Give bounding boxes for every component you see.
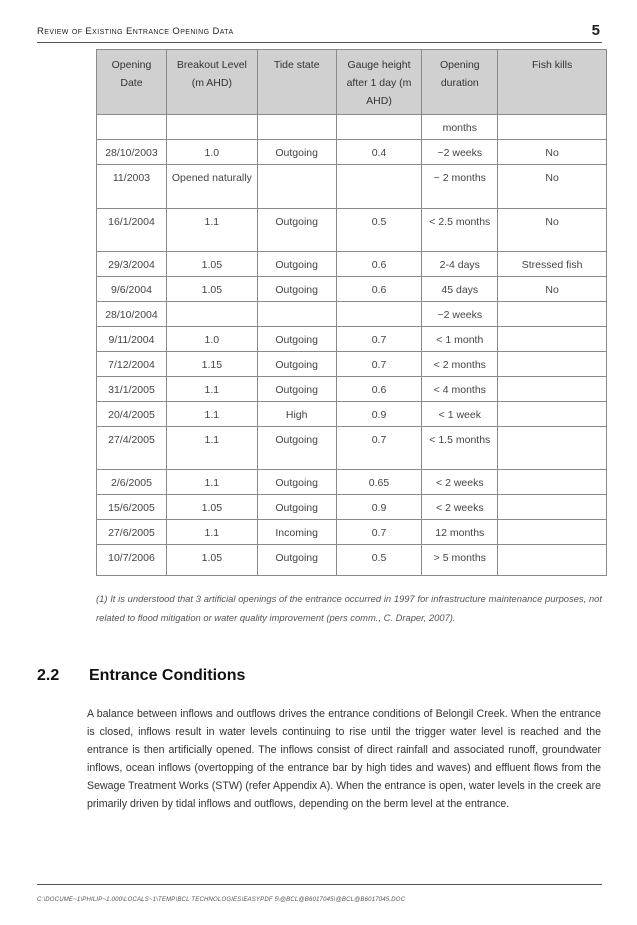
header-title: Review of Existing Entrance Opening Data xyxy=(37,26,234,37)
table-cell: Outgoing xyxy=(257,470,336,495)
table-cell xyxy=(336,115,422,140)
table-cell: 9/6/2004 xyxy=(97,277,167,302)
table-cell: Outgoing xyxy=(257,140,336,165)
table-cell xyxy=(498,402,607,427)
table-cell: 2-4 days xyxy=(422,252,498,277)
table-row xyxy=(97,545,607,576)
table-cell xyxy=(498,302,607,327)
table-cell: 1.05 xyxy=(166,252,257,277)
table-cell: 12 months xyxy=(422,520,498,545)
table-cell: 1.05 xyxy=(166,545,257,576)
table-cell: > 5 months xyxy=(422,545,498,576)
table-cell: 45 days xyxy=(422,277,498,302)
table-cell: 0.5 xyxy=(336,545,422,576)
table-row xyxy=(97,520,607,545)
table-cell: 15/6/2005 xyxy=(97,495,167,520)
table-cell xyxy=(498,470,607,495)
table-cell: No xyxy=(498,209,607,252)
table-cell: 0.7 xyxy=(336,352,422,377)
table-cell: 31/1/2005 xyxy=(97,377,167,402)
table-cell xyxy=(257,115,336,140)
table-cell xyxy=(498,327,607,352)
table-cell: 9/11/2004 xyxy=(97,327,167,352)
footer-divider xyxy=(37,884,602,885)
table-cell: 2/6/2005 xyxy=(97,470,167,495)
table-cell: 0.7 xyxy=(336,427,422,470)
table-row xyxy=(97,209,607,252)
table-row xyxy=(97,140,607,165)
column-header: Fish kills xyxy=(498,50,607,115)
table-cell: 29/3/2004 xyxy=(97,252,167,277)
table-cell: Incoming xyxy=(257,520,336,545)
table-cell: 0.7 xyxy=(336,327,422,352)
table-cell: 1.1 xyxy=(166,377,257,402)
table-cell xyxy=(166,115,257,140)
table-cell: Stressed fish xyxy=(498,252,607,277)
table-cell: Outgoing xyxy=(257,209,336,252)
body-paragraph: A balance between inflows and outflows drives the entrance conditions of Belongil Creek. When the entrance is closed, inflows result in water levels continuing to rise until the trigger water level is reached and the entrance is then artificially opened. The inflows consist of direct rainfall and associated runoff, groundwater inflows, ocean inflows (overtopping of the entrance bar by high tides and waves) and effluent flows from the Sewage Treatment Works (STW) (refer Appendix A). When the entrance is open, water levels in the creek are primarily driven by tidal inflows and outflows, depending on the berm level at the entrance. xyxy=(87,708,601,810)
table-cell: 1.05 xyxy=(166,495,257,520)
table-cell: ~2 weeks xyxy=(422,302,498,327)
table-cell: 27/6/2005 xyxy=(97,520,167,545)
table-cell: 0.9 xyxy=(336,402,422,427)
table-cell xyxy=(498,115,607,140)
table-row xyxy=(97,495,607,520)
table-cell: Outgoing xyxy=(257,277,336,302)
table-cell: Outgoing xyxy=(257,252,336,277)
table-cell xyxy=(498,520,607,545)
table-cell: < 2 weeks xyxy=(422,495,498,520)
table-cell: 0.6 xyxy=(336,252,422,277)
table-cell xyxy=(498,377,607,402)
column-header: Opening duration xyxy=(422,50,498,115)
table-row xyxy=(97,277,607,302)
footer-file-path: C:\DOCUME~1\PHILIP~1.000\LOCALS~1\TEMP\BCL TECHNOLOGIES\EASYPDF 5\@BCL@B6017045\@BCL@B6017045.DOC xyxy=(37,897,406,903)
column-header: Gauge height after 1 day (m AHD) xyxy=(336,50,422,115)
table-row xyxy=(97,327,607,352)
column-header: Breakout Level (m AHD) xyxy=(166,50,257,115)
table-cell: < 2 months xyxy=(422,352,498,377)
table-cell: < 1 month xyxy=(422,327,498,352)
table-cell: 0.5 xyxy=(336,209,422,252)
table-cell: 10/7/2006 xyxy=(97,545,167,576)
table-cell: 0.9 xyxy=(336,495,422,520)
table-cell: 0.4 xyxy=(336,140,422,165)
table-cell: High xyxy=(257,402,336,427)
table-cell xyxy=(498,545,607,576)
table-cell: 0.65 xyxy=(336,470,422,495)
table-cell: 1.1 xyxy=(166,427,257,470)
table-cell: months xyxy=(422,115,498,140)
table-row xyxy=(97,115,607,140)
table-cell: Outgoing xyxy=(257,352,336,377)
entrance-openings-table xyxy=(96,49,607,576)
table-cell xyxy=(498,495,607,520)
table-cell: Outgoing xyxy=(257,495,336,520)
table-row xyxy=(97,252,607,277)
table-cell: Outgoing xyxy=(257,545,336,576)
table-cell: 1.1 xyxy=(166,470,257,495)
table-cell: 28/10/2004 xyxy=(97,302,167,327)
table-row xyxy=(97,165,607,209)
table-cell: Opened naturally xyxy=(166,165,257,209)
table-cell: < 2.5 months xyxy=(422,209,498,252)
table-cell: 1.1 xyxy=(166,209,257,252)
table-cell xyxy=(257,165,336,209)
table-row xyxy=(97,302,607,327)
table-cell: No xyxy=(498,165,607,209)
table-row xyxy=(97,427,607,470)
section-title: Entrance Conditions xyxy=(89,667,246,684)
table-cell: Outgoing xyxy=(257,377,336,402)
table-cell xyxy=(498,427,607,470)
table-cell: 1.1 xyxy=(166,520,257,545)
table-cell xyxy=(336,165,422,209)
table-row xyxy=(97,352,607,377)
table-cell: 1.0 xyxy=(166,327,257,352)
table-cell: 11/2003 xyxy=(97,165,167,209)
table-cell xyxy=(97,115,167,140)
table-row xyxy=(97,470,607,495)
table-cell: 1.15 xyxy=(166,352,257,377)
page-number: 5 xyxy=(591,22,600,39)
table-cell: 0.6 xyxy=(336,277,422,302)
section-heading xyxy=(37,667,245,685)
table-cell: 0.7 xyxy=(336,520,422,545)
table-cell: 1.05 xyxy=(166,277,257,302)
table-cell: No xyxy=(498,277,607,302)
table-cell: < 4 months xyxy=(422,377,498,402)
table-cell xyxy=(336,302,422,327)
table-cell: < 2 weeks xyxy=(422,470,498,495)
table-cell: 16/1/2004 xyxy=(97,209,167,252)
table-footnote: (1) It is understood that 3 artificial openings of the entrance occurred in 1997 for infrastructure maintenance purposes, not related to flood mitigation or water quality improvement (pers comm., C. Draper, 2007). xyxy=(96,593,602,623)
table-cell: 27/4/2005 xyxy=(97,427,167,470)
table-cell: < 1 week xyxy=(422,402,498,427)
table-row xyxy=(97,402,607,427)
table-cell: 1.0 xyxy=(166,140,257,165)
table-cell: 7/12/2004 xyxy=(97,352,167,377)
page-header xyxy=(37,22,602,43)
table-cell xyxy=(166,302,257,327)
table-header-row xyxy=(97,50,607,115)
table-cell: 1.1 xyxy=(166,402,257,427)
table-cell: ~ 2 months xyxy=(422,165,498,209)
table-cell xyxy=(257,302,336,327)
table-cell: 20/4/2005 xyxy=(97,402,167,427)
table-cell: 28/10/2003 xyxy=(97,140,167,165)
section-number: 2.2 xyxy=(37,667,60,684)
table-cell: ~2 weeks xyxy=(422,140,498,165)
table-cell: Outgoing xyxy=(257,427,336,470)
table-cell: Outgoing xyxy=(257,327,336,352)
column-header: Opening Date xyxy=(97,50,167,115)
table-cell: No xyxy=(498,140,607,165)
column-header: Tide state xyxy=(257,50,336,115)
table-cell xyxy=(498,352,607,377)
table-row xyxy=(97,377,607,402)
table-cell: 0.6 xyxy=(336,377,422,402)
table-cell: < 1.5 months xyxy=(422,427,498,470)
